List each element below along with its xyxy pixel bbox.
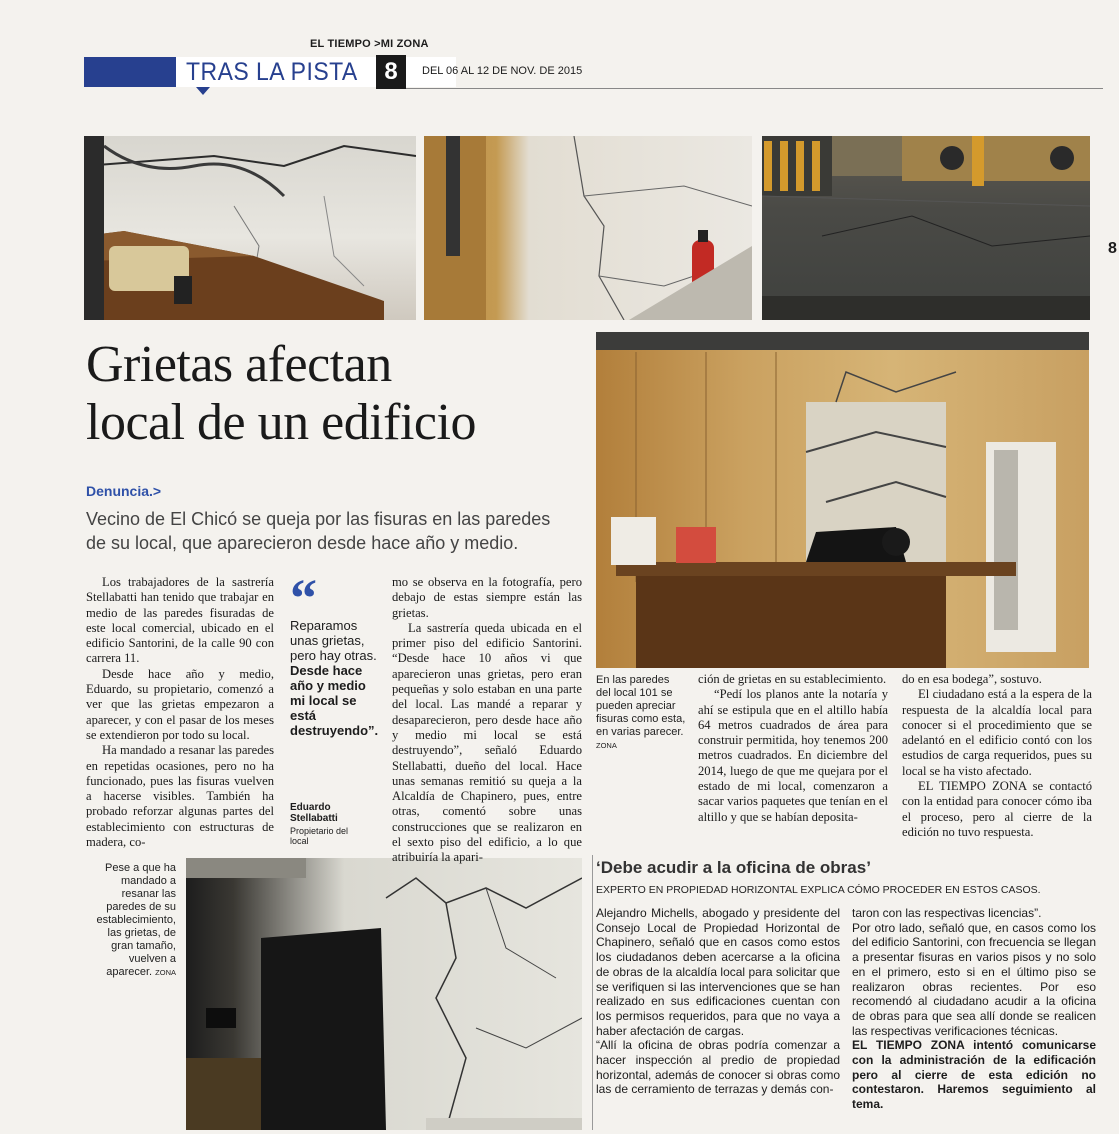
paragraph: “Pedí los planos ante la notaría y ahí se estipula que en el altillo había 64 metros cuadrados de área para construir permitida, hoy tenemos 200 metros cuadrados. En diciembre del 2014, luego de que me quejara por el estado de mi local, comenzaron a sacar varios paquetes que tenían en el altillo y que se habían deposita- — [698, 687, 888, 824]
sidebar-column-2 — [852, 906, 1096, 1112]
paragraph: Ha mandado a resanar las paredes en repetidas ocasiones, pero no ha funcionado, pues las fisuras vuelven a hacerse visibles. También ha probado reforzar algunas partes del establecimiento con estructuras de madera, co- — [86, 743, 274, 850]
caption-text: Pese a que ha mandado a resanar las paredes de su establecimiento, las grietas, de gran tamaño, vuelven a aparecer. — [96, 862, 176, 978]
article-deck — [86, 507, 586, 555]
pull-quote-role: Propietario del local — [290, 826, 349, 846]
sidebar-divider — [592, 855, 593, 1130]
photo-cracked-wall-desk-art — [84, 136, 416, 320]
deck-line-2: de su local, que aparecieron desde hace año y medio. — [86, 533, 519, 553]
headline-line-1: Grietas afectan — [86, 336, 392, 393]
article-headline — [86, 336, 586, 452]
sidebar-subtitle: EXPERTO EN PROPIEDAD HORIZONTAL EXPLICA CÓMO PROCEDER EN ESTOS CASOS. — [596, 884, 1041, 896]
photo-parking-lot — [762, 136, 1090, 320]
issue-date: DEL 06 AL 12 DE NOV. DE 2015 — [422, 65, 583, 77]
paragraph: Por otro lado, señaló que, en casos como los del edificio Santorini, con frecuencia se llegan a presentar fisuras en varios pisos y no solo en el primero, esto si en el último piso se realizaron obras recientes. Por eso recomendó al ciudadano acudir a la oficina de obras para que sea allí donde se realicen las respectivas verificaciones técnicas. — [852, 920, 1096, 1038]
sidebar-title: ‘Debe acudir a la oficina de obras’ — [596, 858, 871, 877]
pull-quote-bold: Desde hace año y medio mi local se está destruyendo”. — [290, 663, 379, 738]
photo-sewing-machine-workshop-art — [596, 332, 1089, 668]
photo-cracked-wall-desk — [84, 136, 416, 320]
pull-quote — [290, 618, 382, 738]
section-tag: Denuncia.> — [86, 483, 162, 499]
main-photo-caption — [596, 674, 686, 752]
paragraph: Los trabajadores de la sastrería Stellabatti han tenido que trabajar en medio de las paredes fisuradas de este local comercial, ubicado en el edificio Santorini, de la calle 90 con carrera 11. — [86, 575, 274, 666]
sidebar-closing: EL TIEMPO ZONA intentó comunicarse con la administración de la edificación pero al cierre de esta edición no contestaron. Haremos seguimiento al tema. — [852, 1038, 1096, 1112]
section-name: TRAS LA PISTA — [186, 58, 358, 86]
headline-line-2: local de un edificio — [86, 394, 476, 451]
paragraph: EL TIEMPO ZONA se contactó con la entidad para conocer cómo iba el proceso, pero al cierre de la edición no tuvo respuesta. — [902, 779, 1092, 839]
pull-quote-author: Eduardo Stellabatti — [290, 802, 338, 824]
paragraph: do en esa bodega”, sostuvo. — [902, 672, 1042, 686]
photo-cracked-wall-cabinet-art — [186, 858, 582, 1130]
paragraph: El ciudadano está a la espera de la respuesta de la alcaldía local para conocer si el procedimiento que se adelantó en el edificio contó con los estudios de carga requeridos, pues su local se ha visto afectado. — [902, 687, 1092, 778]
article-column-3 — [698, 672, 888, 825]
header-rule — [406, 88, 1103, 89]
page-number: 8 — [376, 55, 406, 89]
deck-line-1: Vecino de El Chicó se queja por las fisuras en las paredes — [86, 509, 551, 529]
paragraph: mo se observa en la fotografía, pero debajo de estas siempre están las grietas. — [392, 575, 582, 620]
bottom-photo-caption — [86, 862, 176, 979]
photo-parking-lot-art — [762, 136, 1090, 320]
paragraph: La sastrería queda ubicada en el primer piso del edificio Santorini. “Desde hace 10 años vi que aparecieron unas grietas, pero eran pequeñas y solo estaban en una parte del local. Las mandé a reparar y desaparecieron, pero desde hace año y medio mi local se está destruyendo”, señaló Eduardo Stellabatti, dueño del local. Hace unas semanas remitió su queja a la Alcaldía de Chapinero, pues, entre otras, comentó sobre unas construcciones que se realizaron en el sexto piso del edificio, a lo que atribuiría la apari- — [392, 620, 582, 865]
sidebar-column-1 — [596, 906, 840, 1097]
caption-credit: ZONA — [596, 741, 617, 750]
paragraph: taron con las respectivas licencias”. — [852, 906, 1042, 920]
photo-cracked-wall-extinguisher-art — [424, 136, 752, 320]
section-kicker: EL TIEMPO >MI ZONA — [310, 38, 429, 50]
side-page-mark: 8 — [1108, 240, 1117, 257]
quote-mark: “ — [290, 568, 317, 628]
photo-cracked-wall-cabinet — [186, 858, 582, 1130]
article-column-2 — [392, 575, 582, 866]
photo-cracked-wall-extinguisher — [424, 136, 752, 320]
paragraph: Alejandro Michells, abogado y presidente del Consejo Local de Propiedad Horizontal de Chapinero, señaló que en casos como estos los ciudadanos deben acercarse a la oficina de obras de la alcaldía local para solicitar que se verifiquen si las intervenciones que se han realizado en sus edificaciones cuentan con los permisos requeridos, para que no vaya a haber afectación de cargas. — [596, 906, 840, 1038]
caption-credit: ZONA — [155, 968, 176, 977]
caption-text: En las paredes del local 101 se pueden apreciar fisuras como esta, en varias parecer. — [596, 674, 686, 738]
paragraph: “Allí la oficina de obras podría comenzar a hacer inspección al predio de propiedad horizontal, además de conocer si obras como las de cerramiento de terrazas y demás con- — [596, 1038, 840, 1097]
photo-sewing-machine-workshop — [596, 332, 1089, 668]
article-column-4 — [902, 672, 1092, 840]
section-header-bar — [84, 55, 1103, 90]
pull-quote-regular: Reparamos unas grietas, pero hay otras. — [290, 618, 377, 663]
paragraph: ción de grietas en su establecimiento. — [698, 672, 887, 686]
article-column-1 — [86, 575, 274, 850]
paragraph: Desde hace año y medio, Eduardo, su propietario, comenzó a ver que las grietas empezaron a aparecer, y con el pasar de los meses se extendieron por todo su local. — [86, 666, 274, 742]
